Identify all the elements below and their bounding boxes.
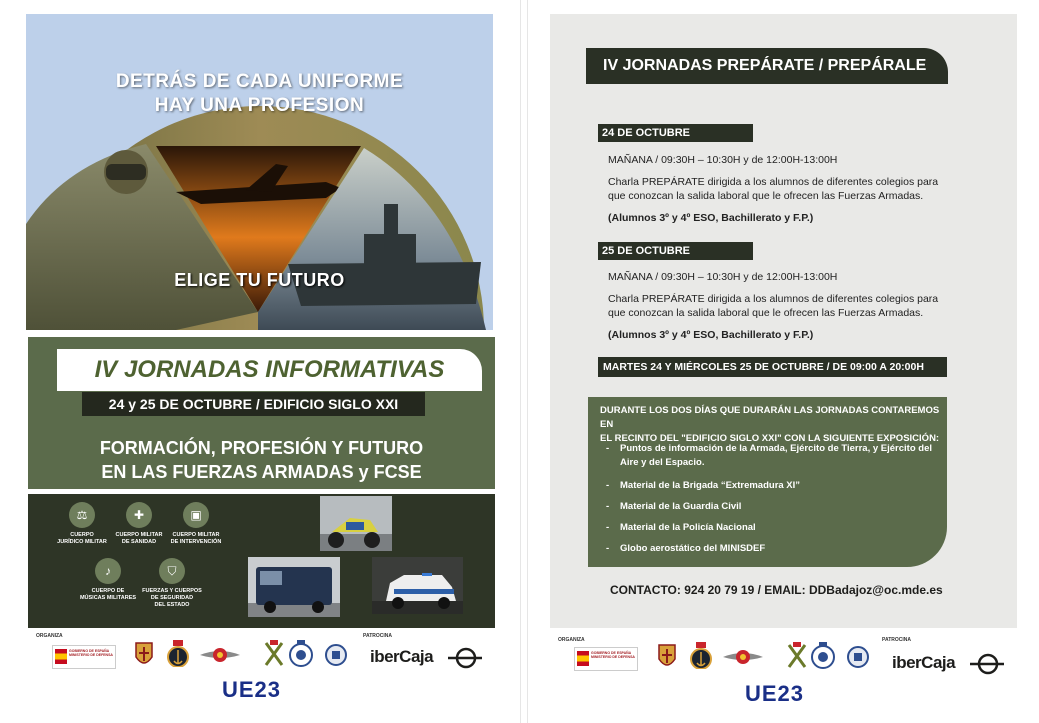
scales-icon: ⚖: [69, 502, 95, 528]
guardia-civil-emblem-icon: [786, 641, 808, 669]
corp-label-line1: FUERZAS Y CUERPOS: [142, 588, 202, 594]
exhibition-item: - Material de la Policía Nacional: [606, 522, 756, 533]
police-van-photo: [248, 557, 340, 617]
ibercaja-symbol-icon: [970, 653, 1006, 675]
spain-flag-icon: [55, 649, 67, 664]
exhibition-item-text: Material de la Guardia Civil: [620, 501, 742, 512]
ibercaja-symbol-icon: [448, 647, 484, 669]
corp-label-line1: CUERPO DE: [91, 588, 125, 594]
hero-slogan: ELIGE TU FUTURO: [174, 270, 345, 290]
corp-label-line2: DE INTERVENCIÓN: [170, 539, 222, 545]
ministerio-defensa-logo: [574, 647, 638, 671]
corp-label-line1: CUERPO MILITAR: [172, 532, 220, 538]
schedule-bar: MARTES 24 Y MIÉRCOLES 25 DE OCTUBRE / DE 09:00 A 20:00H: [598, 357, 947, 377]
day1-talk-line2: que conozcan la salida laboral que le ofrecen las Fuerzas Armadas.: [608, 190, 924, 202]
right-program-page: [528, 0, 1039, 723]
day2-date: 25 DE OCTUBRE: [598, 242, 753, 260]
banner-heading-box: [57, 349, 482, 391]
ue23-logo: UE23: [222, 677, 282, 702]
patrocina-label: PATROCINA: [363, 633, 392, 639]
ministerio-text: GOBIERNO DE ESPAÑA MINISTERIO DE DEFENSA: [69, 649, 113, 657]
corp-label-line1: CUERPO: [70, 532, 94, 538]
corp-musicas: [71, 558, 145, 602]
patrol-car-photo: [372, 557, 463, 614]
hero-title-line2: HAY UNA PROFESION: [154, 95, 365, 116]
day1-talk-line1: Charla PREPÁRATE dirigida a los alumnos de diferentes colegios para: [608, 176, 939, 188]
corp-label-line2: JURÍDICO MILITAR: [57, 539, 107, 545]
music-icon: ♪: [95, 558, 121, 584]
day2-talk-line1: Charla PREPÁRATE dirigida a los alumnos de diferentes colegios para: [608, 293, 939, 305]
exhibition-item-text: Material de la Policía Nacional: [620, 522, 756, 533]
police-van-illustration: [248, 557, 340, 617]
organiza-label: ORGANIZA: [36, 633, 63, 639]
corp-fcse: [135, 558, 209, 609]
ibercaja-logo: iberCaja: [370, 647, 434, 666]
patrocina-label: PATROCINA: [882, 637, 911, 643]
exhibition-intro-line2: EL RECINTO DEL "EDIFICIO SIGLO XXI" CON LA SIGUIENTE EXPOSICIÓN:: [600, 433, 940, 444]
exhibition-item: - Globo aerostático del MINISDEF: [606, 543, 766, 554]
banner-subtitle-line1: FORMACIÓN, PROFESIÓN Y FUTURO: [99, 438, 424, 458]
exhibition-item: - Material de la Brigada “Extremadura XI”: [606, 480, 801, 491]
guardia-civil-emblem-icon: [263, 639, 285, 667]
event-banner: [28, 337, 495, 489]
corp-intervencion: [159, 502, 233, 546]
ue23-logo: UE23: [745, 681, 805, 706]
banner-subtitle-line2: EN LAS FUERZAS ARMADAS y FCSE: [101, 462, 422, 482]
army-emblem-icon: [656, 643, 678, 671]
day2-schedule: MAÑANA / 09:30H – 10:30H y de 12:00H-13:00H: [608, 271, 838, 283]
contact-info: CONTACTO: 924 20 79 19 / EMAIL: DDBadajoz@oc.mde.es: [610, 583, 943, 597]
corp-label-line2: MÚSICAS MILITARES: [79, 595, 137, 601]
day2-audience: (Alumnos 3º y 4º ESO, Bachillerato y F.P.): [608, 329, 814, 341]
navy-emblem-icon: [690, 641, 712, 669]
ministerio-defensa-logo: [52, 645, 116, 669]
day1-audience: (Alumnos 3º y 4º ESO, Bachillerato y F.P.): [608, 212, 814, 224]
corp-label-line1: CUERPO MILITAR: [115, 532, 163, 538]
day2-talk-line2: que conozcan la salida laboral que le ofrecen las Fuerzas Armadas.: [608, 307, 924, 319]
motorcycle-photo: [320, 496, 392, 551]
air-force-emblem-icon: [723, 645, 763, 673]
exhibition-item: - Material de la Guardia Civil: [606, 501, 742, 512]
policia-nacional-emblem-icon: [289, 639, 313, 667]
briefcase-icon: ✚: [126, 502, 152, 528]
ibercaja-logo: iberCaja: [892, 653, 956, 672]
motorcycle-illustration: [320, 496, 392, 551]
spain-flag-icon: [577, 651, 589, 666]
corp-label-line2: DE SEGURIDAD: [150, 595, 194, 601]
minisdef-emblem-icon: [847, 641, 869, 669]
banner-date: 24 y 25 DE OCTUBRE / EDIFICIO SIGLO XXI: [82, 392, 425, 416]
program-title: IV JORNADAS PREPÁRATE / PREPÁRALE: [586, 48, 948, 84]
shield-icon: ⛉: [159, 558, 185, 584]
sponsor-footer: [30, 633, 500, 702]
exhibition-item-text: Puntos de información de la Armada, Ejército de Tierra, y Ejército del Aire y del Espacio.: [620, 443, 933, 468]
banner-heading: IV JORNADAS INFORMATIVAS: [94, 356, 445, 383]
minisdef-emblem-icon: [325, 639, 347, 667]
exhibition-box: [588, 397, 947, 567]
exhibition-item-text: Material de la Brigada “Extremadura XI”: [620, 480, 801, 491]
corps-panel: [28, 494, 495, 628]
organiza-label: ORGANIZA: [558, 637, 585, 643]
exhibition-item: - Puntos de información de la Armada, Ejército de Tierra, y Ejército del Aire y del Espacio.: [606, 443, 933, 468]
sponsor-footer: [552, 633, 1022, 706]
patrol-car-illustration: [372, 557, 463, 614]
army-emblem-icon: [133, 641, 155, 669]
monitor-icon: ▣: [183, 502, 209, 528]
corp-label-line2: DE SANIDAD: [121, 539, 157, 545]
corp-label-line3: DEL ESTADO: [154, 602, 190, 608]
exhibition-item-text: Globo aerostático del MINISDEF: [620, 543, 766, 554]
day1-schedule: MAÑANA / 09:30H – 10:30H y de 12:00H-13:00H: [608, 154, 838, 166]
exhibition-intro-line1: DURANTE LOS DOS DÍAS QUE DURARÁN LAS JORNADAS CONTAREMOS EN: [600, 405, 940, 430]
day1-date: 24 DE OCTUBRE: [598, 124, 753, 142]
air-force-emblem-icon: [200, 643, 240, 671]
exhibition-intro: [600, 404, 940, 446]
navy-emblem-icon: [167, 639, 189, 667]
ministerio-text: GOBIERNO DE ESPAÑA MINISTERIO DE DEFENSA: [591, 651, 635, 659]
policia-nacional-emblem-icon: [811, 641, 835, 669]
hero-title-line1: DETRÁS DE CADA UNIFORME: [115, 71, 404, 92]
hero-image: [26, 14, 493, 330]
